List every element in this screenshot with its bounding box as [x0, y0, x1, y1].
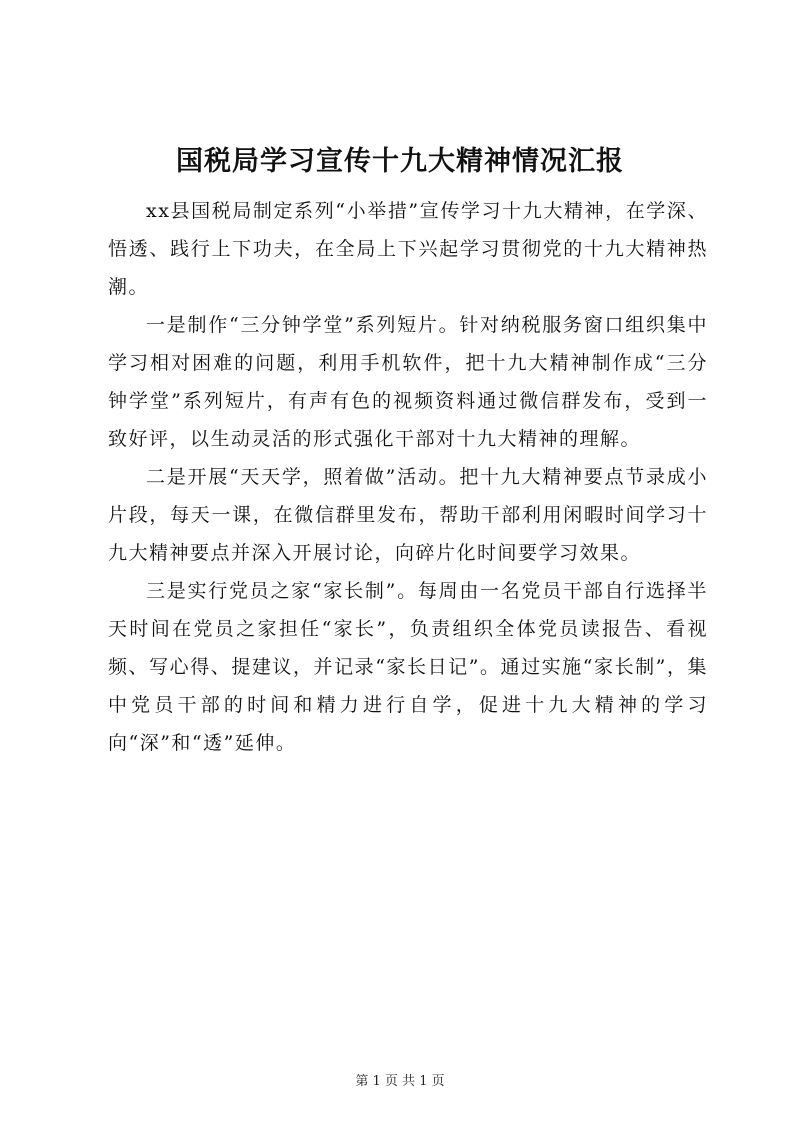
paragraph-second-measure: 二是开展“天天学，照着做”活动。把十九大精神要点节录成小片段，每天一课，在微信群里发布，帮助干部利用闲暇时间学习十九大精神要点并深入开展讨论，向碎片化时间要学习效果。: [108, 466, 708, 564]
document-title: 国税局学习宣传十九大精神情况汇报: [176, 146, 624, 177]
paragraph-first-measure: 一是制作“三分钟学堂”系列短片。针对纳税服务窗口组织集中学习相对困难的问题，利用手机软件，把十九大精神制作成“三分钟学堂”系列短片，有声有色的视频资料通过微信群发布，受到一致好评，以生动灵活的形式强化干部对十九大精神的理解。: [108, 314, 708, 450]
page-footer: 第 1 页 共 1 页: [355, 1074, 445, 1089]
document-body: [108, 192, 708, 762]
paragraph-intro: xx县国税局制定系列“小举措”宣传学习十九大精神，在学深、悟透、践行上下功夫，在全局上下兴起学习贯彻党的十九大精神热潮。: [108, 200, 708, 298]
paragraph-third-measure: 三是实行党员之家“家长制”。每周由一名党员干部自行选择半天时间在党员之家担任“家长”，负责组织全体党员读报告、看视频、写心得、提建议，并记录“家长日记”。通过实施“家长制”，集中党员干部的时间和精力进行自学，促进十九大精神的学习向“深”和“透”延伸。: [108, 580, 708, 754]
